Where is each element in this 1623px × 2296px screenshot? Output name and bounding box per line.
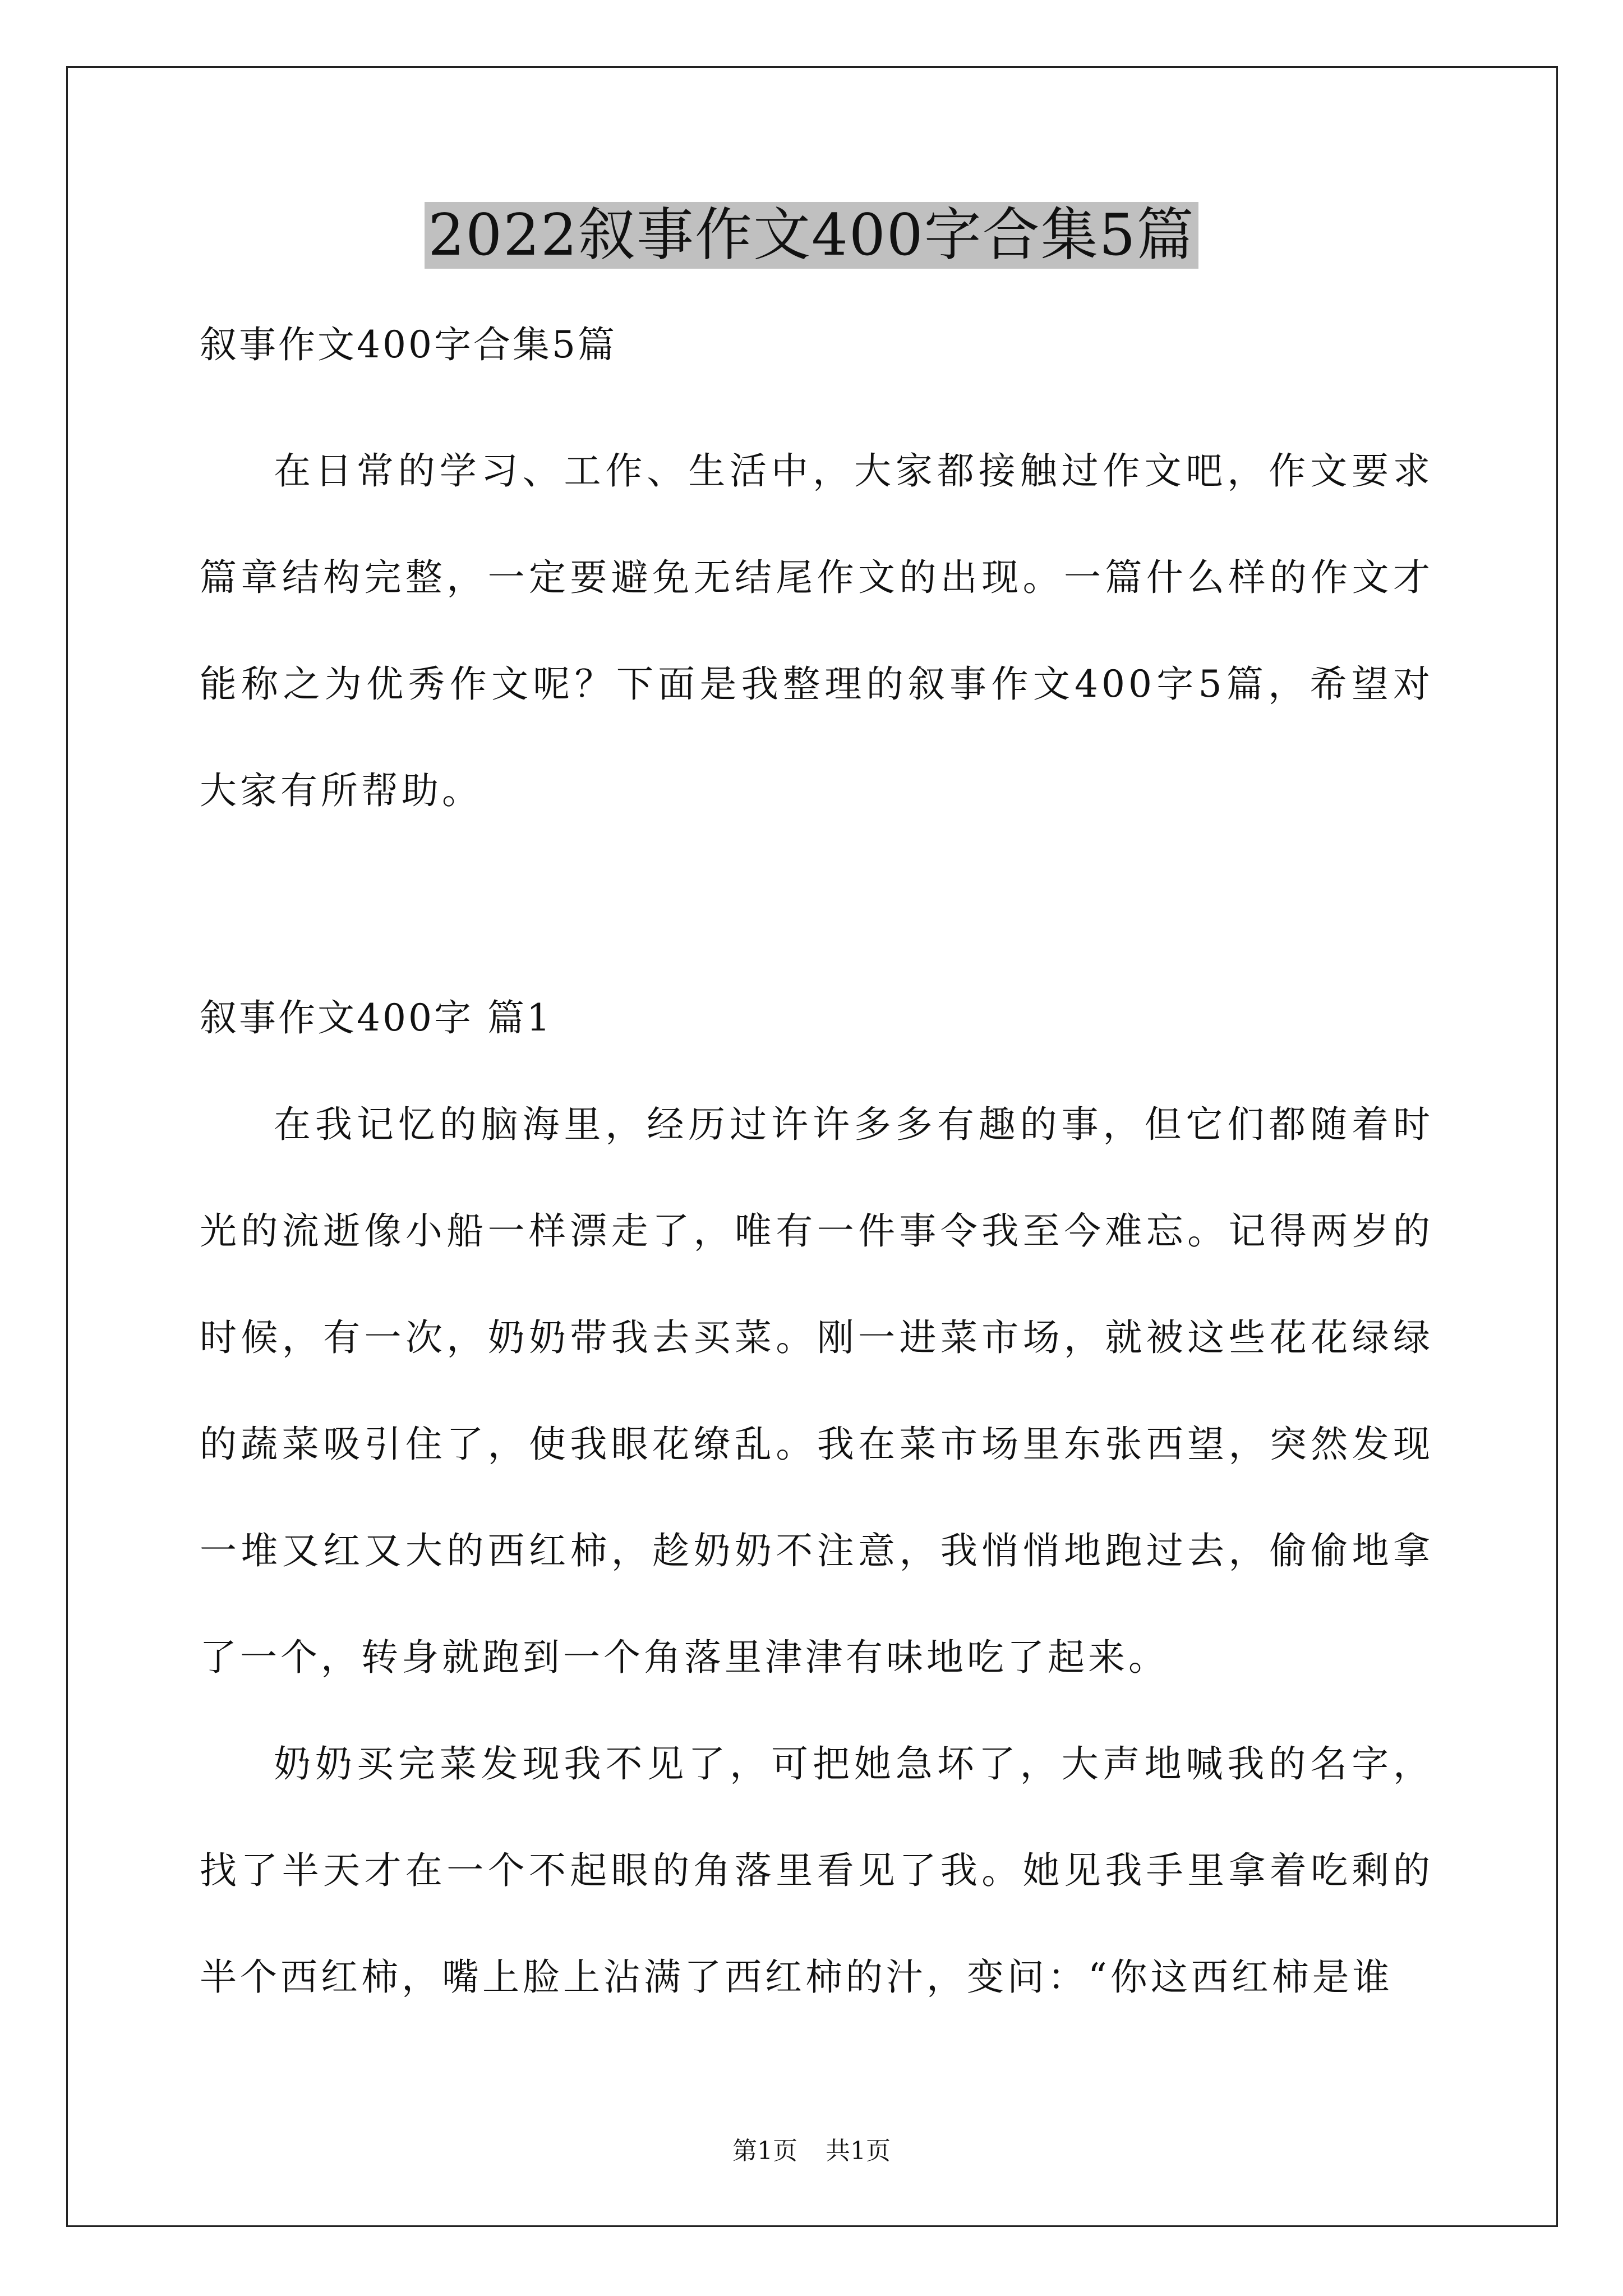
subtitle: 叙事作文400字合集5篇 — [200, 323, 617, 366]
section-1-paragraph-1: 在我记忆的脑海里，经历过许许多多有趣的事，但它们都随着时光的流逝像小船一样漂走了，唯有一件事令我至今难忘。记得两岁的时候，有一次，奶奶带我去买菜。刚一进菜市场，就被这些花花绿绿的蔬菜吸引住了，使我眼花缭乱。我在菜市场里东张西望，突然发现一堆又红又大的西红柿，趁奶奶不注意，我悄悄地跑过去，偷偷地拿了一个，转身就跑到一个角落里津津有味地吃了起来。 — [200, 1103, 1433, 1679]
document-title — [0, 196, 1623, 275]
intro-block — [200, 418, 1433, 844]
page-footer — [0, 2134, 1623, 2168]
section-1-paragraph-2: 奶奶买完菜发现我不见了，可把她急坏了，大声地喊我的名字，找了半天才在一个不起眼的角落里看见了我。她见我手里拿着吃剩的半个西红柿，嘴上脸上沾满了西红柿的汁，变问：“你这西红柿是谁 — [200, 1742, 1433, 1999]
document-title-text: 2022叙事作文400字合集5篇 — [425, 202, 1198, 269]
intro-paragraph: 在日常的学习、工作、生活中，大家都接触过作文吧，作文要求篇章结构完整，一定要避免无结尾作文的出现。一篇什么样的作文才能称之为优秀作文呢？下面是我整理的叙事作文400字5篇，希望对大家有所帮助。 — [200, 449, 1433, 812]
section-1-body — [200, 1071, 1433, 2031]
page-total: 共1页 — [826, 2137, 891, 2165]
section-1-heading: 叙事作文400字 篇1 — [200, 996, 552, 1039]
page-number: 第1页 — [732, 2137, 797, 2165]
